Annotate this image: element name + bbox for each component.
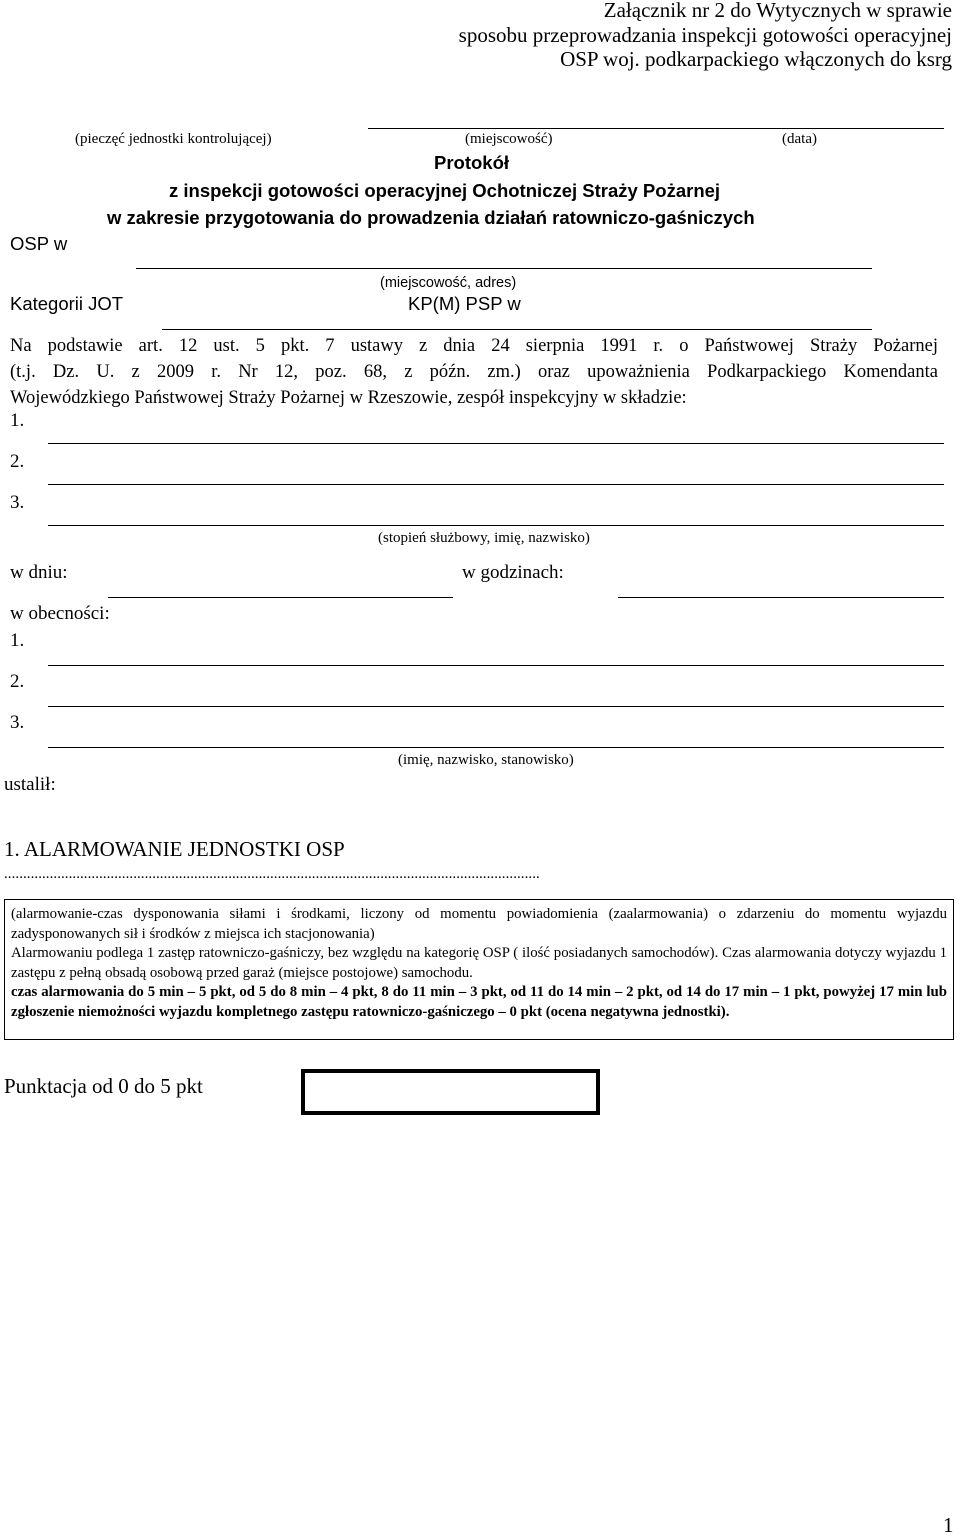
score-input-box[interactable] <box>301 1069 600 1115</box>
page-number: 1 <box>943 1513 954 1537</box>
hours-label: w godzinach: <box>462 562 564 583</box>
alarm-definition: (alarmowanie-czas dysponowania siłami i środkami, liczony od momentu powiadomienia (zaalarmowania) o zdarzeniu do momentu wyjazdu zadysponowanych sił i środków z miejsca ich stacjonowania) <box>11 906 947 942</box>
presence-line-2 <box>48 706 944 707</box>
attachment-header <box>459 0 952 72</box>
alarm-rules-box <box>4 899 954 1040</box>
legal-basis-line-3: Wojewódzkiego Państwowej Straży Pożarnej w Rzeszowie, zespół inspekcyjny w składzie: <box>10 388 687 408</box>
stamp-caption: (pieczęć jednostki kontrolującej) <box>75 131 272 147</box>
team-number-1: 1. <box>10 410 25 431</box>
presence-number-3: 3. <box>10 712 25 733</box>
team-line-2 <box>48 484 944 485</box>
presence-label: w obecności: <box>10 603 110 624</box>
presence-number-1: 1. <box>10 630 25 651</box>
osp-address-line <box>136 268 872 269</box>
legal-basis <box>10 333 938 411</box>
presence-number-2: 2. <box>10 671 25 692</box>
place-date-line <box>368 128 944 129</box>
date-caption: (data) <box>782 131 817 147</box>
kpm-line <box>162 329 872 330</box>
alarm-scoring: czas alarmowania do 5 min – 5 pkt, od 5 do 8 min – 4 pkt, 8 do 11 min – 3 pkt, od 11 do 14 min – 2 pkt, od 14 do 17 min – 1 pkt, powyżej 17 min lub zgłoszenie niemożności wyjazdu kompletnego zastępu ratowniczo-gaśniczego – 0 pkt (ocena negatywna jednostki). <box>11 984 947 1020</box>
day-line <box>108 597 453 598</box>
protocol-subtitle-1: z inspekcji gotowości operacyjnej Ochotniczej Straży Pożarnej <box>169 180 721 201</box>
category-label: Kategorii JOT <box>10 293 124 314</box>
header-line-2: sposobu przeprowadzania inspekcji gotowości operacyjnej <box>458 22 952 47</box>
hours-line <box>618 597 944 598</box>
legal-basis-line-2: (t.j. Dz. U. z 2009 r. Nr 12, poz. 68, z późn. zm.) oraz upoważnienia Podkarpackiego Komendanta <box>10 362 938 382</box>
address-caption: (miejscowość, adres) <box>380 275 517 291</box>
team-number-2: 2. <box>10 451 25 472</box>
presence-line-3 <box>48 747 944 748</box>
header-line-1: Załącznik nr 2 do Wytycznych w sprawie <box>603 0 952 22</box>
protocol-subtitle-2: w zakresie przygotowania do prowadzenia działań ratowniczo-gaśniczych <box>107 207 755 228</box>
established-label: ustalił: <box>4 774 56 795</box>
team-number-3: 3. <box>10 492 25 513</box>
alarm-scope: Alarmowaniu podlega 1 zastęp ratowniczo-gaśniczy, bez względu na kategorię OSP ( ilość posiadanych samochodów). Czas alarmowania dotyczy wyjazdu 1 zastępu z pełną obsadą osobową przed garaż (miejsce postojowe) samochodu. <box>11 945 947 981</box>
team-line-3 <box>48 525 944 526</box>
osp-label: OSP w <box>10 233 68 254</box>
protocol-title: Protokół <box>434 152 510 173</box>
kpm-label: KP(M) PSP w <box>408 293 521 314</box>
team-line-1 <box>48 443 944 444</box>
legal-basis-line-1: Na podstawie art. 12 ust. 5 pkt. 7 ustawy z dnia 24 sierpnia 1991 r. o Państwowej Straży Pożarnej <box>10 336 938 356</box>
fill-dots: ............................................................................................................................................. <box>4 866 540 882</box>
score-label: Punktacja od 0 do 5 pkt <box>4 1074 203 1098</box>
day-label: w dniu: <box>10 562 68 583</box>
place-caption: (miejscowość) <box>465 131 553 147</box>
presence-line-1 <box>48 665 944 666</box>
presence-caption: (imię, nazwisko, stanowisko) <box>398 752 574 768</box>
team-caption: (stopień służbowy, imię, nazwisko) <box>378 530 590 546</box>
header-line-3: OSP woj. podkarpackiego włączonych do ksrg <box>560 47 952 71</box>
section-heading: 1. ALARMOWANIE JEDNOSTKI OSP <box>4 837 345 861</box>
